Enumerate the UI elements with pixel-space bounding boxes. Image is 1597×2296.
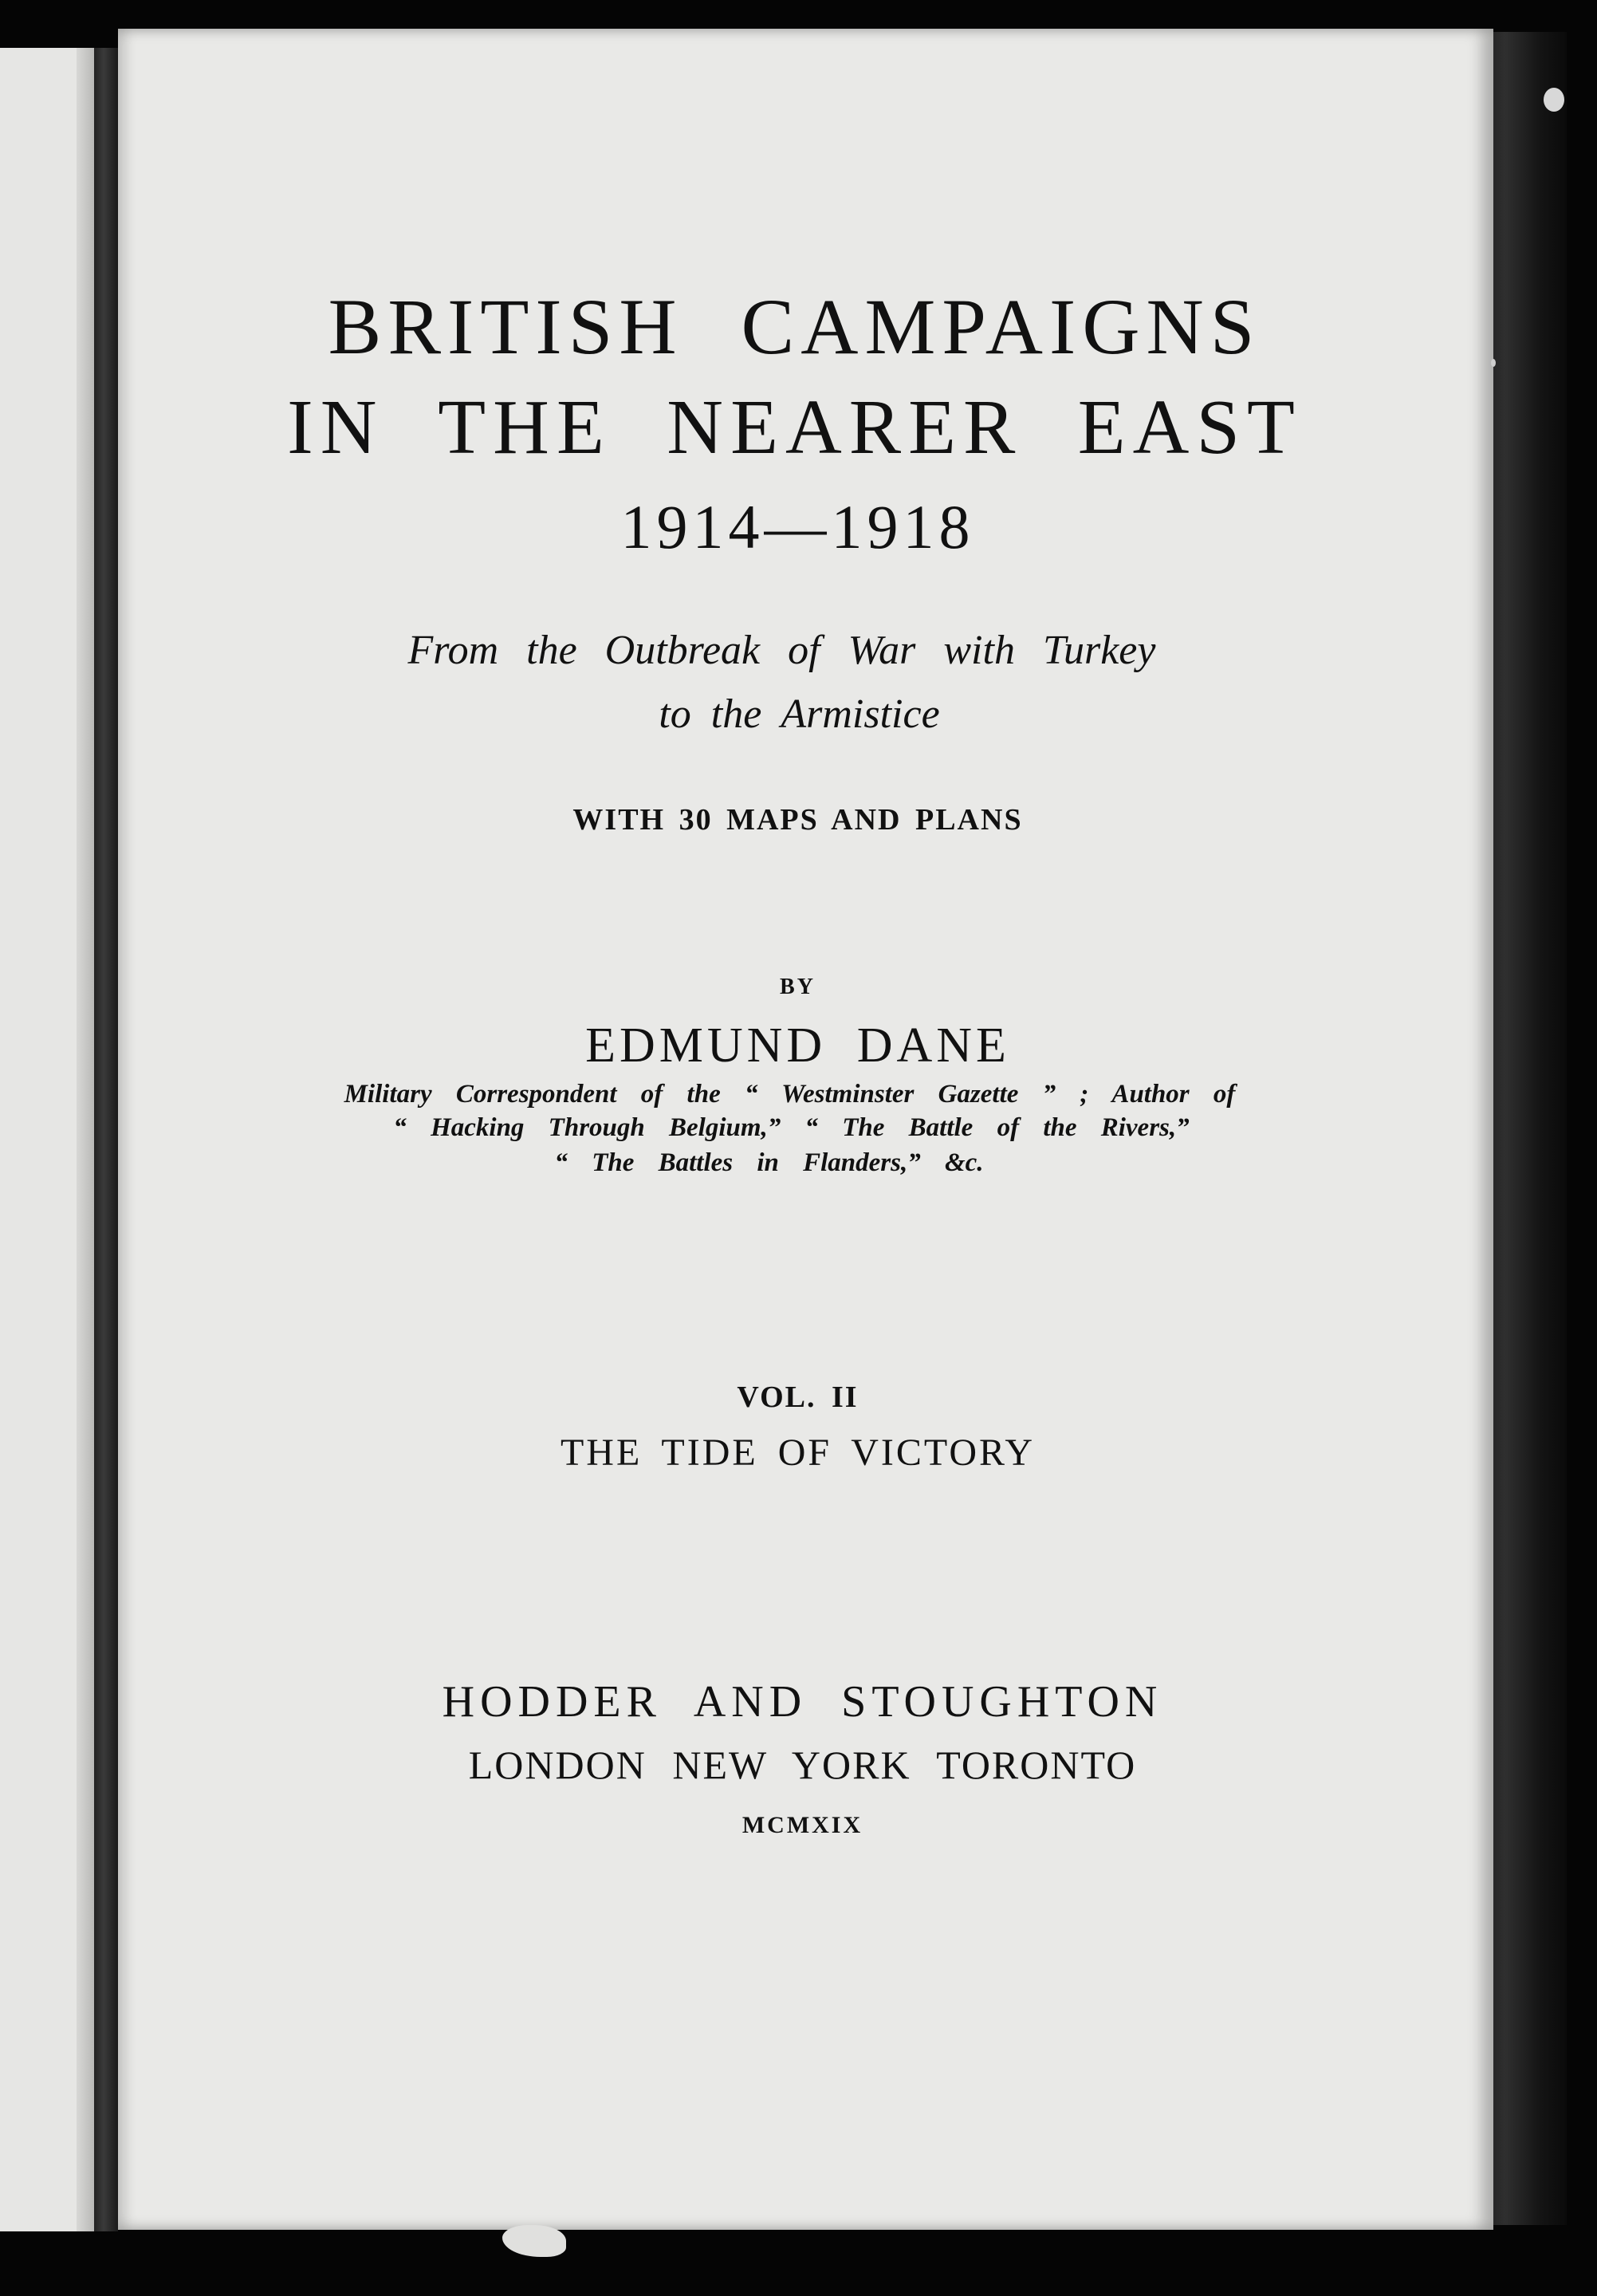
publisher-name: HODDER AND STOUGHTON <box>442 1677 1163 1727</box>
scan-speck <box>1544 88 1564 112</box>
title-page <box>118 29 1493 2230</box>
subtitle-line-1: From the Outbreak of War with Turkey <box>407 628 1156 673</box>
publisher-cities: LONDON NEW YORK TORONTO <box>468 1743 1137 1787</box>
title-years: 1914—1918 <box>620 492 975 561</box>
volume-title: THE TIDE OF VICTORY <box>560 1432 1036 1474</box>
scan-speck <box>1491 359 1496 367</box>
title-line-2: IN THE NEARER EAST <box>287 384 1302 471</box>
volume-label: VOL. II <box>737 1380 859 1414</box>
title-line-1: BRITISH CAMPAIGNS <box>328 282 1261 371</box>
by-label: BY <box>780 975 816 999</box>
maps-note: WITH 30 MAPS AND PLANS <box>572 803 1023 837</box>
author-credentials-line-2: “ Hacking Through Belgium,” “ The Battle of the Rivers,” <box>393 1113 1190 1142</box>
author-credentials-line-1: Military Correspondent of the “ Westminster Gazette ” ; Author of <box>344 1080 1236 1109</box>
publication-date: MCMXIX <box>741 1812 863 1838</box>
author-name: EDMUND DANE <box>585 1018 1010 1073</box>
subtitle-line-2: to the Armistice <box>659 691 940 737</box>
author-credentials-line-3: “ The Battles in Flanders,” &c. <box>554 1148 984 1177</box>
scan-mark <box>502 2225 566 2257</box>
facing-page <box>0 48 94 2231</box>
facing-page-shadow <box>77 48 94 2231</box>
